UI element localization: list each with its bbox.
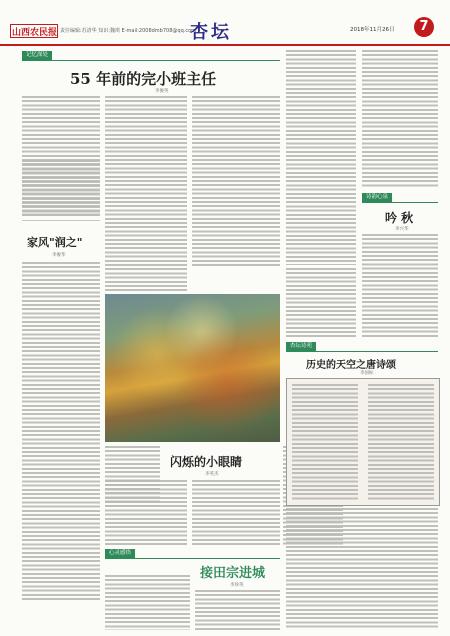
family-article-title: 家风"润之" xyxy=(27,236,83,249)
poems-title: 历史的天空之唐诗颂 xyxy=(306,360,396,371)
main-article-title: 55 年前的完小班主任 xyxy=(70,70,217,88)
main-article-column-3 xyxy=(192,96,280,266)
continuation-column-1 xyxy=(286,50,356,265)
label-underline xyxy=(362,202,438,203)
edition-info: 责任编辑:苏清华 知识:魏琪 E-mail:2008dmb708@qq.com xyxy=(60,28,197,34)
poems-text-left xyxy=(292,384,358,500)
family-article-byline: 李俊华 xyxy=(52,253,66,258)
eyes-article-title: 闪烁的小眼睛 xyxy=(170,455,243,469)
eyes-article-column-1 xyxy=(105,480,187,545)
main-article-column-1b xyxy=(22,160,100,216)
pickup-article-title: 接田宗进城 xyxy=(200,566,266,581)
autumn-poem-text-left xyxy=(286,268,356,338)
autumn-poem-title: 吟 秋 xyxy=(385,211,414,225)
newspaper-logo-text: 山西农民报 xyxy=(12,28,58,38)
autumn-landscape-photo xyxy=(105,294,280,442)
pickup-article-column-1 xyxy=(105,575,190,630)
poems-text-right xyxy=(368,384,434,500)
section-title: 杏坛 xyxy=(190,22,232,43)
issue-date: 2018年11月26日 xyxy=(350,27,395,33)
label-poetry-spring: 诗韵心泉 xyxy=(362,193,392,202)
label-underline xyxy=(286,351,438,352)
label-underline xyxy=(22,60,280,61)
autumn-poem-byline: 李兴华 xyxy=(395,227,409,232)
continuation-column-2 xyxy=(362,50,438,188)
eyes-article-byline: 李英杰 xyxy=(205,472,219,477)
label-memory: 记忆深处 xyxy=(22,51,52,60)
label-underline xyxy=(105,558,280,559)
pickup-article-column-3 xyxy=(286,508,438,630)
pickup-article-column-2 xyxy=(195,590,280,630)
family-article-text xyxy=(22,262,100,602)
eyes-article-column-2 xyxy=(192,480,280,545)
label-poetry-garden: 杏坛诗苑 xyxy=(286,342,316,351)
label-heart-insight: 心灵感悟 xyxy=(105,549,135,558)
autumn-poem-text-right xyxy=(362,234,438,338)
main-article-column-2 xyxy=(105,96,187,292)
page-number-badge: 7 xyxy=(414,17,434,37)
poems-byline: 李国标 xyxy=(360,371,374,376)
main-article-byline: 李俊英 xyxy=(155,89,169,94)
divider xyxy=(22,220,100,221)
pickup-article-byline: 李珍英 xyxy=(230,583,244,588)
